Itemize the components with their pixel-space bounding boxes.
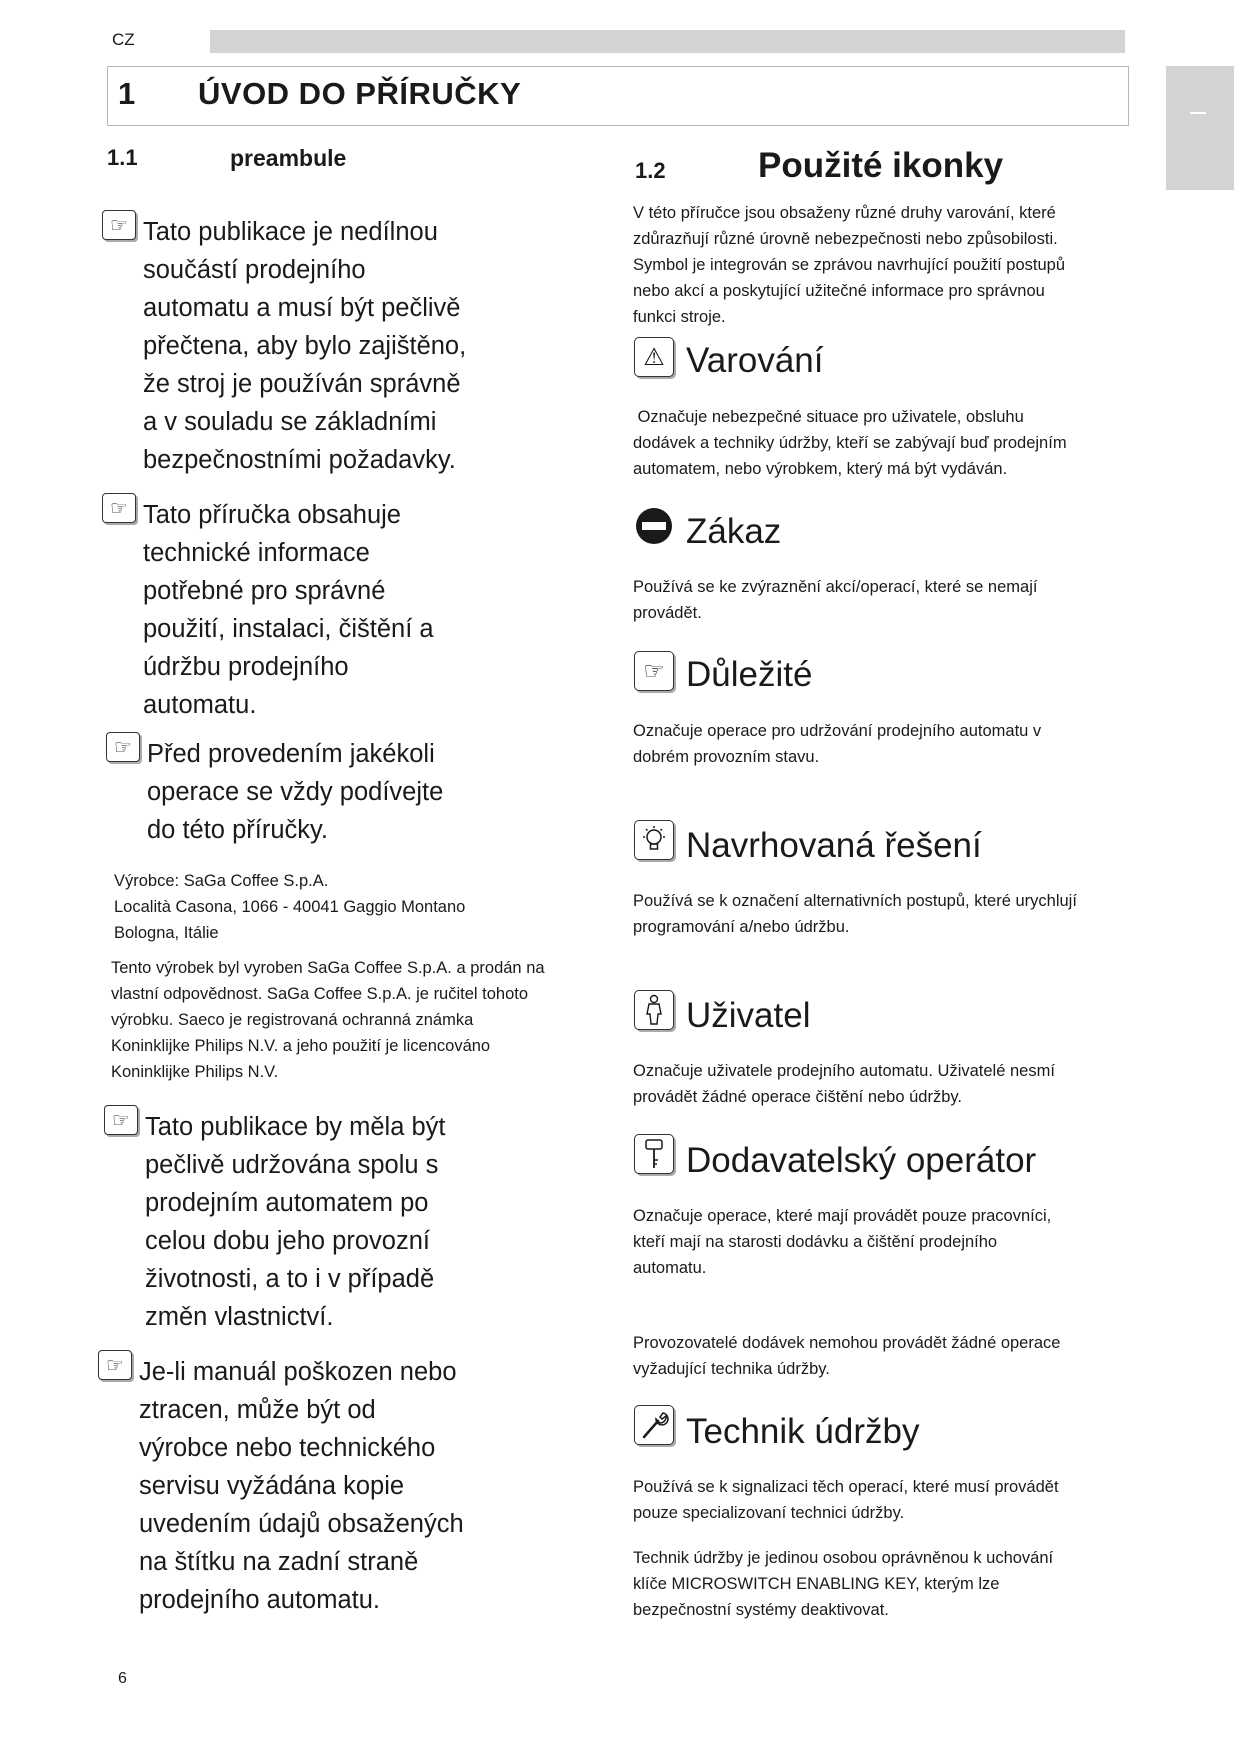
side-tab-mark: [1190, 112, 1206, 114]
text-line: Bologna, Itálie: [114, 924, 219, 942]
icon-title-supplier-operator: Dodavatelský operátor: [686, 1141, 1037, 1180]
warning-icon: ⚠: [634, 337, 674, 377]
header-bar: [210, 30, 1125, 53]
text-line: Používá se ke zvýraznění akcí/operací, které se nemají: [633, 578, 1038, 596]
note-publication: [143, 213, 466, 479]
text-line: programování a/nebo údržbu.: [633, 918, 850, 936]
key-icon-graphic: [642, 1138, 666, 1170]
text-line: kteří mají na starosti dodávku a čištění prodejního: [633, 1233, 998, 1251]
icon-desc-warning: [633, 404, 1067, 482]
pointing-hand-icon: ☞: [102, 493, 136, 523]
pointing-hand-icon: ☞: [98, 1350, 132, 1380]
note-before-operation: [147, 735, 443, 849]
icon-desc-user: [633, 1058, 1055, 1110]
note-line: Tato publikace je nedílnou: [143, 218, 438, 246]
technician-note: [633, 1545, 1053, 1623]
text-line: provádět žádné operace čištění nebo údržby.: [633, 1088, 962, 1106]
prohibition-icon: [634, 506, 674, 546]
text-line: Località Casona, 1066 - 40041 Gaggio Montano: [114, 898, 466, 916]
note-line: pečlivě udržována spolu s: [145, 1151, 439, 1179]
note-line: technické informace: [143, 539, 370, 567]
lightbulb-icon: [634, 820, 674, 860]
pointing-hand-icon: ☞: [104, 1105, 138, 1135]
text-line: dobrém provozním stavu.: [633, 748, 820, 766]
note-line: celou dobu jeho provozní: [145, 1227, 430, 1255]
section-1-1-title: preambule: [230, 145, 347, 171]
icon-desc-supplier-operator: [633, 1203, 1051, 1281]
note-manual-contents: [143, 496, 434, 724]
note-line: že stroj je používán správně: [143, 370, 461, 398]
text-line: Označuje nebezpečné situace pro uživatele, obsluhu: [633, 408, 1024, 426]
icon-desc-important: [633, 718, 1041, 770]
text-line: V této příručce jsou obsaženy různé druhy varování, které: [633, 204, 1056, 222]
text-line: Označuje operace pro udržování prodejního automatu v: [633, 722, 1042, 740]
language-code: CZ: [112, 30, 135, 49]
page-number: 6: [118, 1670, 127, 1687]
user-icon: [634, 990, 674, 1030]
text-line: Tento výrobek byl vyroben SaGa Coffee S.p.A. a prodán na: [111, 959, 545, 977]
icon-desc-prohibition: [633, 574, 1037, 626]
text-line: pouze specializovaní technici údržby.: [633, 1504, 905, 1522]
text-line: vlastní odpovědnost. SaGa Coffee S.p.A. je ručitel tohoto: [111, 985, 529, 1003]
icon-title-warning: Varování: [686, 341, 824, 380]
note-line: do této příručky.: [147, 816, 328, 844]
note-line: automatu a musí být pečlivě: [143, 294, 461, 322]
text-line: nebo akcí a poskytující užitečné informace pro správnou: [633, 282, 1045, 300]
note-line: bezpečnostními požadavky.: [143, 446, 456, 474]
icon-title-maintenance-technician: Technik údržby: [686, 1412, 920, 1451]
note-line: na štítku na zadní straně: [139, 1548, 419, 1576]
icon-title-user: Uživatel: [686, 996, 811, 1035]
note-line: ztracen, může být od: [139, 1396, 376, 1424]
note-line: Před provedením jakékoli: [147, 740, 435, 768]
note-line: Tato příručka obsahuje: [143, 501, 401, 529]
text-line: automatem, nebo výrobkem, který má být vydáván.: [633, 460, 1008, 478]
text-line: automatu.: [633, 1259, 707, 1277]
icon-title-important: Důležité: [686, 655, 813, 694]
icon-desc-suggested-solutions: [633, 888, 1077, 940]
text-line: Výrobce: SaGa Coffee S.p.A.: [114, 872, 329, 890]
note-line: potřebné pro správné: [143, 577, 386, 605]
note-line: použití, instalaci, čištění a: [143, 615, 434, 643]
wrench-icon: [634, 1405, 674, 1445]
note-line: údržbu prodejního: [143, 653, 349, 681]
pointing-hand-icon: ☞: [102, 210, 136, 240]
chapter-title: ÚVOD DO PŘÍRUČKY: [198, 76, 522, 111]
note-line: prodejním automatem po: [145, 1189, 429, 1217]
note-line: přečtena, aby bylo zajištěno,: [143, 332, 467, 360]
text-line: Označuje uživatele prodejního automatu. Uživatelé nesmí: [633, 1062, 1055, 1080]
text-line: Označuje operace, které mají provádět pouze pracovníci,: [633, 1207, 1052, 1225]
wrench-icon-graphic: [639, 1410, 669, 1440]
note-line: prodejního automatu.: [139, 1586, 381, 1614]
side-tab: [1166, 66, 1234, 190]
text-line: bezpečnostní systémy deaktivovat.: [633, 1601, 889, 1619]
note-damaged-manual: [139, 1353, 464, 1619]
manufacturer-info: [114, 868, 465, 946]
note-line: servisu vyžádána kopie: [139, 1472, 405, 1500]
text-line: vyžadující technika údržby.: [633, 1360, 830, 1378]
note-line: životnosti, a to i v případě: [145, 1265, 435, 1293]
text-line: klíče MICROSWITCH ENABLING KEY, kterým lze: [633, 1575, 1000, 1593]
note-line: automatu.: [143, 691, 257, 719]
pointing-hand-icon: ☞: [106, 732, 140, 762]
note-keep-publication: [145, 1108, 446, 1336]
text-line: Koninklijke Philips N.V.: [111, 1063, 279, 1081]
note-line: uvedením údajů obsažených: [139, 1510, 464, 1538]
supplier-note: [633, 1330, 1060, 1382]
text-line: dodávek a techniky údržby, kteří se zabývají buď prodejním: [633, 434, 1067, 452]
note-line: operace se vždy podívejte: [147, 778, 444, 806]
icon-desc-maintenance-technician: [633, 1474, 1059, 1526]
prohibition-icon-graphic: [634, 506, 674, 546]
text-line: Koninklijke Philips N.V. a jeho použití je licencováno: [111, 1037, 491, 1055]
text-line: zdůrazňují různé úrovně nebezpečnosti nebo způsobilosti.: [633, 230, 1058, 248]
lightbulb-icon-graphic: [639, 825, 669, 855]
text-line: Technik údržby je jedinou osobou oprávněnou k uchování: [633, 1549, 1054, 1567]
note-line: Je-li manuál poškozen nebo: [139, 1358, 457, 1386]
icon-title-prohibition: Zákaz: [686, 512, 782, 551]
text-line: výrobku. Saeco je registrovaná ochranná známka: [111, 1011, 474, 1029]
section-1-1-number: 1.1: [107, 145, 138, 170]
section-1-2-number: 1.2: [635, 158, 666, 183]
chapter-number: 1: [118, 76, 136, 111]
key-icon: [634, 1134, 674, 1174]
text-line: Provozovatelé dodávek nemohou provádět žádné operace: [633, 1334, 1061, 1352]
text-line: Používá se k označení alternativních postupů, které urychlují: [633, 892, 1077, 910]
user-icon-graphic: [641, 994, 667, 1026]
note-line: výrobce nebo technického: [139, 1434, 436, 1462]
section-1-2-title: Použité ikonky: [758, 146, 1004, 185]
text-line: funkci stroje.: [633, 308, 726, 326]
text-line: Používá se k signalizaci těch operací, které musí provádět: [633, 1478, 1059, 1496]
icons-intro: [633, 200, 1065, 330]
note-line: a v souladu se základními: [143, 408, 437, 436]
made-by-info: [111, 955, 545, 1085]
pointing-hand-icon: ☞: [634, 651, 674, 691]
icon-title-suggested-solutions: Navrhovaná řešení: [686, 826, 982, 865]
text-line: Symbol je integrován se zprávou navrhující použití postupů: [633, 256, 1065, 274]
note-line: změn vlastnictví.: [145, 1303, 334, 1331]
note-line: součástí prodejního: [143, 256, 366, 284]
text-line: provádět.: [633, 604, 702, 622]
note-line: Tato publikace by měla být: [145, 1113, 446, 1141]
